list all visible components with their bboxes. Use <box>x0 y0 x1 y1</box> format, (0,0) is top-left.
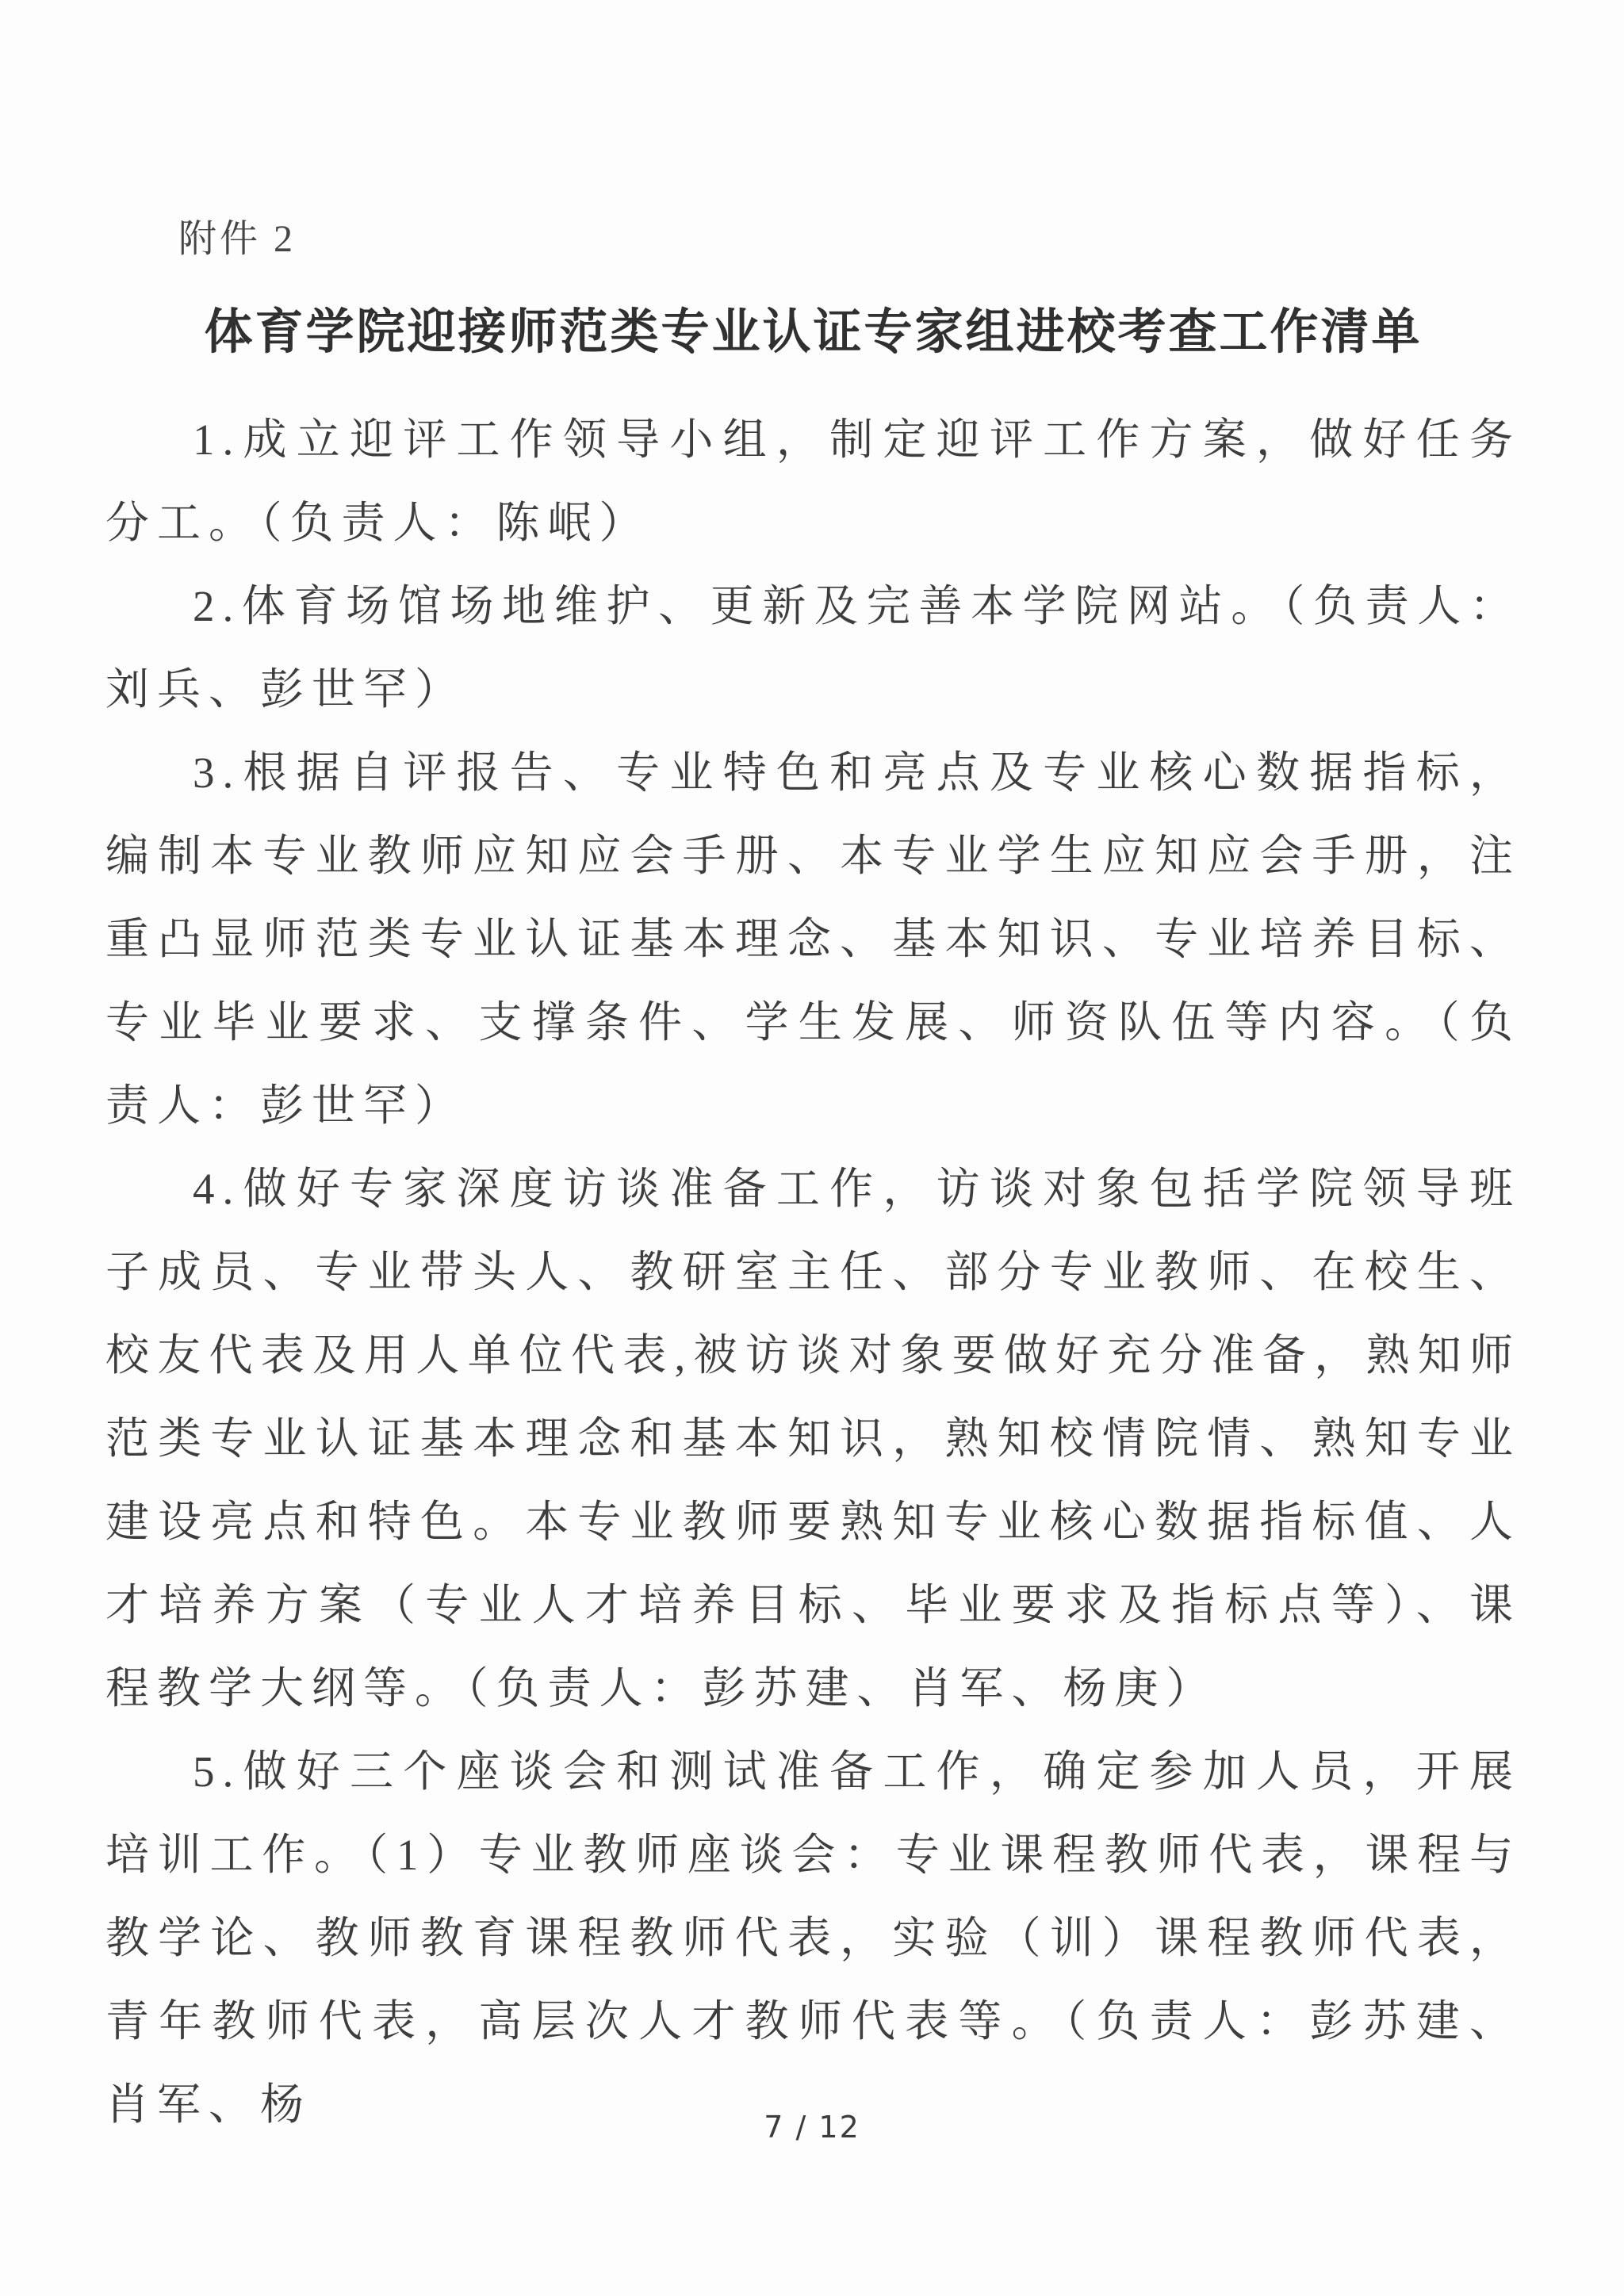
document-content <box>105 216 1521 2146</box>
paragraph-item-5: 5.做好三个座谈会和测试准备工作，确定参加人员，开展培训工作。（1）专业教师座谈会：专业课程教师代表，课程与教学论、教师教育课程教师代表，实验（训）课程教师代表，青年教师代表，高层次人才教师代表等。（负责人：彭苏建、肖军、杨 <box>105 1747 1521 2129</box>
paragraph-item-2: 2.体育场馆场地维护、更新及完善本学院网站。（负责人：刘兵、彭世罕） <box>105 582 1521 714</box>
page-footer <box>0 2110 1624 2145</box>
attachment-label: 附件 2 <box>178 218 297 260</box>
document-body <box>105 398 1521 2146</box>
page-number: 7 / 12 <box>764 2110 860 2145</box>
paragraph-item-4: 4.做好专家深度访谈准备工作，访谈对象包括学院领导班子成员、专业带头人、教研室主任、部分专业教师、在校生、校友代表及用人单位代表,被访谈对象要做好充分准备，熟知师范类专业认证基本理念和基本知识，熟知校情院情、熟知专业建设亮点和特色。本专业教师要熟知专业核心数据指标值、人才培养方案（专业人才培养目标、毕业要求及指标点等）、课程教学大纲等。（负责人：彭苏建、肖军、杨庚） <box>105 1165 1521 1712</box>
document-title: 体育学院迎接师范类专业认证专家组进校考查工作清单 <box>204 306 1423 359</box>
paragraph-item-3: 3.根据自评报告、专业特色和亮点及专业核心数据指标，编制本专业教师应知应会手册、本专业学生应知应会手册，注重凸显师范类专业认证基本理念、基本知识、专业培养目标、专业毕业要求、支撑条件、学生发展、师资队伍等内容。（负责人：彭世罕） <box>105 748 1521 1130</box>
paragraph-item-1: 1.成立迎评工作领导小组，制定迎评工作方案，做好任务分工。（负责人：陈岷） <box>105 415 1521 547</box>
